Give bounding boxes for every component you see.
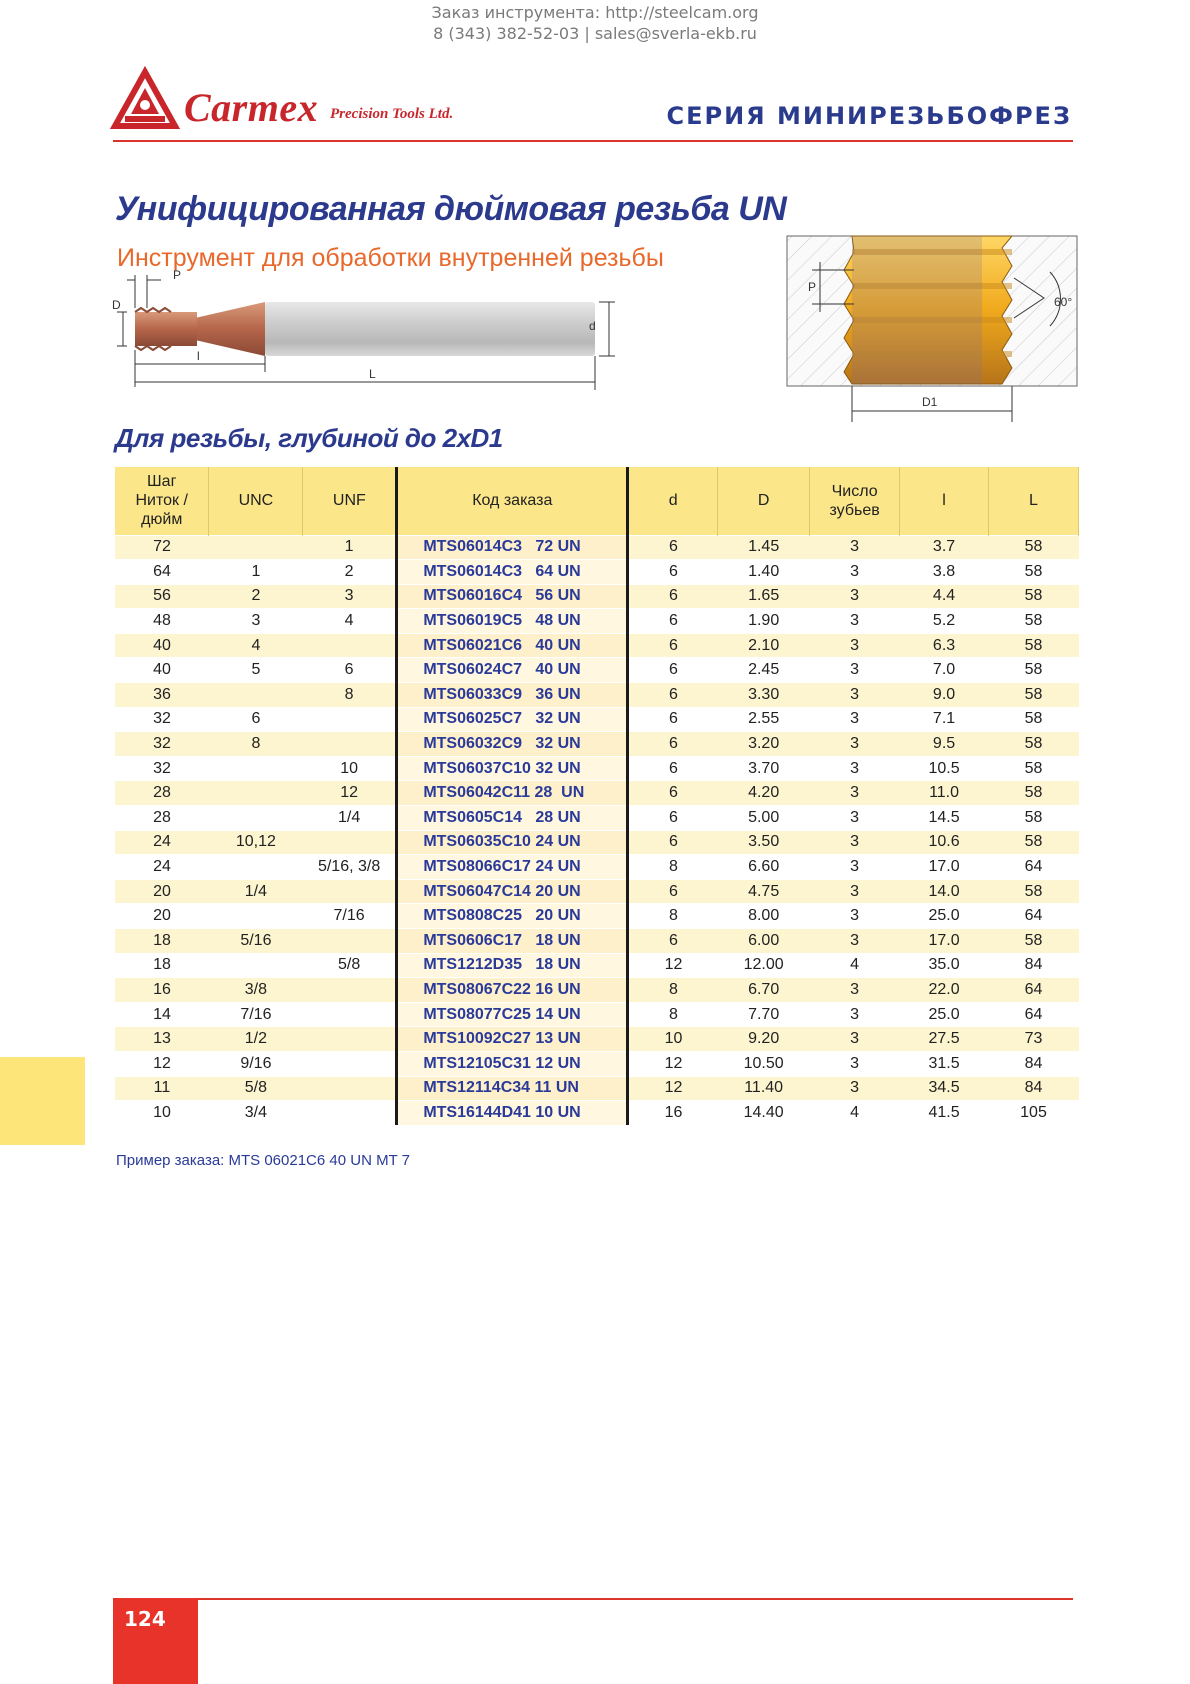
cell-length-L: 58: [989, 830, 1079, 855]
cell-shank-d: 6: [628, 658, 718, 683]
table-row: [115, 953, 1079, 978]
page-number: 124: [124, 1607, 166, 1631]
cell-unf: 5/16, 3/8: [303, 855, 397, 880]
cell-length-l: 22.0: [900, 978, 989, 1003]
page-title: Унифицированная дюймовая резьба UN: [115, 190, 787, 228]
cell-length-L: 105: [989, 1101, 1079, 1126]
cell-teeth: 3: [810, 732, 900, 757]
side-tab-marker: [0, 1057, 85, 1145]
series-title: СЕРИЯ МИНИРЕЗЬБОФРЕЗ: [666, 102, 1072, 130]
cell-cut-d: 3.50: [718, 830, 810, 855]
cell-teeth: 3: [810, 806, 900, 831]
label-d-cut: D: [112, 298, 121, 312]
table-header-row: [115, 467, 1079, 535]
cell-length-L: 64: [989, 904, 1079, 929]
contact-info: [0, 2, 1190, 44]
cell-thread-count: 20: [115, 879, 209, 904]
cell-length-L: 58: [989, 609, 1079, 634]
cell-length-L: 84: [989, 1076, 1079, 1101]
cell-teeth: 3: [810, 535, 900, 560]
cell-unc: 5: [209, 658, 303, 683]
cell-length-L: 64: [989, 855, 1079, 880]
cell-cut-d: 5.00: [718, 806, 810, 831]
cell-length-L: 58: [989, 732, 1079, 757]
depth-title: Для резьбы, глубиной до 2xD1: [115, 423, 503, 453]
cell-thread-count: 14: [115, 1002, 209, 1027]
page-subtitle: Инструмент для обработки внутренней резьбы: [117, 244, 664, 272]
cell-order-code: MTS06042C11 28 UN: [397, 781, 628, 806]
cell-unc: [209, 781, 303, 806]
cell-length-l: 6.3: [900, 633, 989, 658]
cell-unf: [303, 707, 397, 732]
cell-unc: 2: [209, 584, 303, 609]
cell-length-L: 84: [989, 1051, 1079, 1076]
cell-teeth: 3: [810, 707, 900, 732]
label-l: l: [197, 349, 200, 363]
cell-shank-d: 6: [628, 633, 718, 658]
cell-length-L: 58: [989, 560, 1079, 585]
cell-length-l: 25.0: [900, 1002, 989, 1027]
thread-count-header: Шаг Ниток / дюйм: [115, 467, 209, 535]
cell-teeth: 3: [810, 756, 900, 781]
cell-cut-d: 8.00: [718, 904, 810, 929]
cell-order-code: MTS06014C3 72 UN: [397, 535, 628, 560]
cell-order-code: MTS0808C25 20 UN: [397, 904, 628, 929]
thread-mill-drawing: [112, 268, 635, 392]
cell-teeth: 3: [810, 560, 900, 585]
table-row: [115, 855, 1079, 880]
cell-shank-d: 12: [628, 1076, 718, 1101]
cell-thread-count: 48: [115, 609, 209, 634]
cell-order-code: MTS08067C22 16 UN: [397, 978, 628, 1003]
cell-unf: 8: [303, 683, 397, 708]
cell-cut-d: 4.20: [718, 781, 810, 806]
cell-unc: [209, 806, 303, 831]
cell-order-code: MTS16144D41 10 UN: [397, 1101, 628, 1126]
cell-length-l: 4.4: [900, 584, 989, 609]
table-row: [115, 658, 1079, 683]
order-code-header: Код заказа: [397, 467, 628, 535]
cell-order-code: MTS0606C17 18 UN: [397, 929, 628, 954]
cell-unc: 3: [209, 609, 303, 634]
cell-order-code: MTS06024C7 40 UN: [397, 658, 628, 683]
cell-shank-d: 16: [628, 1101, 718, 1126]
cell-order-code: MTS06014C3 64 UN: [397, 560, 628, 585]
length-l-header: l: [900, 467, 989, 535]
cell-length-L: 58: [989, 929, 1079, 954]
cell-order-code: MTS06025C7 32 UN: [397, 707, 628, 732]
cell-cut-d: 2.55: [718, 707, 810, 732]
cell-unc: 4: [209, 633, 303, 658]
label-d-shank: d: [589, 319, 596, 333]
cell-length-l: 9.0: [900, 683, 989, 708]
table-row: [115, 756, 1079, 781]
cell-cut-d: 1.65: [718, 584, 810, 609]
contact-line-phone: 8 (343) 382-52-03 | sales@sverla-ekb.ru: [433, 24, 757, 43]
brand-name: Carmex: [184, 85, 319, 130]
cell-teeth: 3: [810, 1051, 900, 1076]
cell-unf: 1/4: [303, 806, 397, 831]
cell-unf: [303, 1027, 397, 1052]
cell-thread-count: 12: [115, 1051, 209, 1076]
cell-order-code: MTS06032C9 32 UN: [397, 732, 628, 757]
cell-unf: [303, 1002, 397, 1027]
cell-cut-d: 6.70: [718, 978, 810, 1003]
table-body: [115, 535, 1079, 1125]
table-row: [115, 830, 1079, 855]
profile-label-p: P: [808, 280, 817, 294]
cell-unc: [209, 855, 303, 880]
shank-d-header: d: [628, 467, 718, 535]
cell-unc: 1/4: [209, 879, 303, 904]
cell-length-l: 5.2: [900, 609, 989, 634]
cell-teeth: 3: [810, 1027, 900, 1052]
cell-thread-count: 11: [115, 1076, 209, 1101]
cell-length-L: 58: [989, 806, 1079, 831]
cell-unc: 5/8: [209, 1076, 303, 1101]
cell-shank-d: 6: [628, 732, 718, 757]
cell-order-code: MTS06033C9 36 UN: [397, 683, 628, 708]
unc-header: UNC: [209, 467, 303, 535]
cell-thread-count: 64: [115, 560, 209, 585]
cell-cut-d: 6.60: [718, 855, 810, 880]
cell-length-l: 27.5: [900, 1027, 989, 1052]
cell-unc: 1/2: [209, 1027, 303, 1052]
cell-unc: 3/8: [209, 978, 303, 1003]
cell-unc: [209, 535, 303, 560]
cell-thread-count: 13: [115, 1027, 209, 1052]
cell-order-code: MTS06021C6 40 UN: [397, 633, 628, 658]
cell-unf: [303, 633, 397, 658]
cell-order-code: MTS1212D35 18 UN: [397, 953, 628, 978]
cell-teeth: 3: [810, 1076, 900, 1101]
table-row: [115, 1051, 1079, 1076]
cell-thread-count: 18: [115, 929, 209, 954]
cut-d-header: D: [718, 467, 810, 535]
profile-label-d1: D1: [922, 395, 938, 409]
table-row: [115, 1002, 1079, 1027]
cell-length-l: 35.0: [900, 953, 989, 978]
cell-thread-count: 32: [115, 756, 209, 781]
cell-cut-d: 10.50: [718, 1051, 810, 1076]
cell-length-l: 34.5: [900, 1076, 989, 1101]
cell-length-L: 58: [989, 535, 1079, 560]
cell-unc: 5/16: [209, 929, 303, 954]
cell-unc: 9/16: [209, 1051, 303, 1076]
cell-unf: 12: [303, 781, 397, 806]
cell-thread-count: 36: [115, 683, 209, 708]
cell-teeth: 3: [810, 929, 900, 954]
cell-thread-count: 20: [115, 904, 209, 929]
cell-length-l: 14.0: [900, 879, 989, 904]
tool-head: [135, 312, 197, 346]
cell-shank-d: 6: [628, 707, 718, 732]
table-row: [115, 806, 1079, 831]
cell-unf: 4: [303, 609, 397, 634]
cell-unc: 10,12: [209, 830, 303, 855]
cell-unf: 1: [303, 535, 397, 560]
cell-thread-count: 10: [115, 1101, 209, 1126]
cell-unc: [209, 953, 303, 978]
cell-cut-d: 3.20: [718, 732, 810, 757]
cell-length-l: 10.5: [900, 756, 989, 781]
cell-cut-d: 3.70: [718, 756, 810, 781]
cell-order-code: MTS0605C14 28 UN: [397, 806, 628, 831]
cell-shank-d: 6: [628, 830, 718, 855]
cell-unc: 1: [209, 560, 303, 585]
cell-shank-d: 12: [628, 1051, 718, 1076]
cell-order-code: MTS08077C25 14 UN: [397, 1002, 628, 1027]
cell-thread-count: 72: [115, 535, 209, 560]
cell-cut-d: 11.40: [718, 1076, 810, 1101]
contact-line-order: Заказ инструмента: http://steelcam.org: [431, 3, 759, 22]
cell-cut-d: 7.70: [718, 1002, 810, 1027]
cell-length-L: 73: [989, 1027, 1079, 1052]
cell-unf: 5/8: [303, 953, 397, 978]
carmex-logo: [113, 70, 473, 132]
cell-shank-d: 12: [628, 953, 718, 978]
cell-order-code: MTS06016C4 56 UN: [397, 584, 628, 609]
cell-thread-count: 32: [115, 707, 209, 732]
cell-shank-d: 8: [628, 904, 718, 929]
cell-teeth: 3: [810, 584, 900, 609]
label-p: P: [173, 268, 182, 282]
cell-length-l: 3.7: [900, 535, 989, 560]
spec-table: [115, 467, 1079, 1125]
cell-thread-count: 16: [115, 978, 209, 1003]
table-row: [115, 904, 1079, 929]
table-row: [115, 781, 1079, 806]
cell-order-code: MTS12105C31 12 UN: [397, 1051, 628, 1076]
cell-shank-d: 6: [628, 756, 718, 781]
cell-length-L: 58: [989, 683, 1079, 708]
profile-label-angle: 60°: [1054, 295, 1073, 309]
cell-teeth: 3: [810, 904, 900, 929]
cell-teeth: 3: [810, 683, 900, 708]
cell-thread-count: 32: [115, 732, 209, 757]
cell-cut-d: 2.10: [718, 633, 810, 658]
cell-unf: 2: [303, 560, 397, 585]
cell-length-L: 58: [989, 707, 1079, 732]
cell-shank-d: 8: [628, 978, 718, 1003]
cell-thread-count: 24: [115, 855, 209, 880]
cell-cut-d: 14.40: [718, 1101, 810, 1126]
cell-shank-d: 8: [628, 1002, 718, 1027]
cell-teeth: 3: [810, 879, 900, 904]
cell-teeth: 3: [810, 658, 900, 683]
cell-cut-d: 1.45: [718, 535, 810, 560]
cell-length-l: 25.0: [900, 904, 989, 929]
table-row: [115, 560, 1079, 585]
cell-unc: [209, 683, 303, 708]
cell-length-l: 41.5: [900, 1101, 989, 1126]
brand-subtitle: Precision Tools Ltd.: [330, 106, 454, 122]
cell-teeth: 3: [810, 781, 900, 806]
cell-length-l: 7.0: [900, 658, 989, 683]
cell-thread-count: 40: [115, 658, 209, 683]
cell-cut-d: 2.45: [718, 658, 810, 683]
table-row: [115, 1027, 1079, 1052]
table-row: [115, 1076, 1079, 1101]
footer-divider: [113, 1598, 1073, 1600]
table-row: [115, 978, 1079, 1003]
cell-shank-d: 6: [628, 806, 718, 831]
cell-unf: [303, 978, 397, 1003]
label-L: L: [369, 367, 376, 381]
cell-unf: [303, 929, 397, 954]
thread-profile-drawing: [782, 226, 1082, 426]
cell-order-code: MTS06035C10 24 UN: [397, 830, 628, 855]
cell-unf: [303, 732, 397, 757]
cell-shank-d: 6: [628, 929, 718, 954]
cell-length-L: 58: [989, 781, 1079, 806]
cell-order-code: MTS06047C14 20 UN: [397, 879, 628, 904]
cell-cut-d: 12.00: [718, 953, 810, 978]
cell-order-code: MTS12114C34 11 UN: [397, 1076, 628, 1101]
table-row: [115, 732, 1079, 757]
cell-length-L: 64: [989, 978, 1079, 1003]
tool-neck: [195, 302, 265, 356]
cell-teeth: 3: [810, 978, 900, 1003]
cell-length-l: 11.0: [900, 781, 989, 806]
cell-teeth: 3: [810, 1002, 900, 1027]
cell-shank-d: 6: [628, 535, 718, 560]
cell-shank-d: 6: [628, 560, 718, 585]
table-row: [115, 609, 1079, 634]
cell-cut-d: 1.90: [718, 609, 810, 634]
cell-length-L: 58: [989, 879, 1079, 904]
cell-unf: 3: [303, 584, 397, 609]
cell-length-L: 58: [989, 756, 1079, 781]
table-row: [115, 929, 1079, 954]
cell-thread-count: 28: [115, 806, 209, 831]
table-row: [115, 535, 1079, 560]
cell-unc: 7/16: [209, 1002, 303, 1027]
cell-unf: [303, 1076, 397, 1101]
cell-unf: [303, 830, 397, 855]
cell-length-L: 58: [989, 584, 1079, 609]
cell-thread-count: 40: [115, 633, 209, 658]
table-row: [115, 1101, 1079, 1126]
cell-length-l: 14.5: [900, 806, 989, 831]
table-row: [115, 879, 1079, 904]
cell-order-code: MTS08066C17 24 UN: [397, 855, 628, 880]
cell-unc: [209, 904, 303, 929]
cell-shank-d: 6: [628, 781, 718, 806]
cell-teeth: 4: [810, 953, 900, 978]
cell-length-l: 3.8: [900, 560, 989, 585]
cell-length-l: 17.0: [900, 855, 989, 880]
cell-order-code: MTS06019C5 48 UN: [397, 609, 628, 634]
cell-unc: [209, 756, 303, 781]
cell-length-L: 58: [989, 633, 1079, 658]
cell-thread-count: 18: [115, 953, 209, 978]
cell-unf: [303, 879, 397, 904]
cell-length-l: 10.6: [900, 830, 989, 855]
cell-teeth: 3: [810, 830, 900, 855]
cell-teeth: 3: [810, 633, 900, 658]
cell-order-code: MTS10092C27 13 UN: [397, 1027, 628, 1052]
tool-shank: [265, 302, 595, 356]
order-example: Пример заказа: MTS 06021C6 40 UN MT 7: [116, 1152, 410, 1169]
cell-length-l: 7.1: [900, 707, 989, 732]
cell-length-l: 9.5: [900, 732, 989, 757]
table-row: [115, 633, 1079, 658]
cell-teeth: 3: [810, 609, 900, 634]
header-divider: [113, 140, 1073, 142]
cell-teeth: 4: [810, 1101, 900, 1126]
cell-shank-d: 10: [628, 1027, 718, 1052]
cell-shank-d: 6: [628, 879, 718, 904]
cell-thread-count: 24: [115, 830, 209, 855]
table-row: [115, 683, 1079, 708]
table-row: [115, 707, 1079, 732]
unf-header: UNF: [303, 467, 397, 535]
cell-unc: 8: [209, 732, 303, 757]
cell-cut-d: 4.75: [718, 879, 810, 904]
cell-teeth: 3: [810, 855, 900, 880]
cell-cut-d: 6.00: [718, 929, 810, 954]
cell-unf: [303, 1051, 397, 1076]
cell-unf: [303, 1101, 397, 1126]
cell-thread-count: 28: [115, 781, 209, 806]
carmex-emblem-icon: [113, 70, 177, 132]
cell-length-l: 17.0: [900, 929, 989, 954]
table-row: [115, 584, 1079, 609]
cell-cut-d: 3.30: [718, 683, 810, 708]
cell-cut-d: 9.20: [718, 1027, 810, 1052]
cell-length-L: 58: [989, 658, 1079, 683]
cell-unf: 7/16: [303, 904, 397, 929]
cell-length-l: 31.5: [900, 1051, 989, 1076]
cell-thread-count: 56: [115, 584, 209, 609]
cell-length-L: 84: [989, 953, 1079, 978]
cell-unc: 3/4: [209, 1101, 303, 1126]
length-L-header: L: [989, 467, 1079, 535]
teeth-header: Число зубьев: [810, 467, 900, 535]
cell-shank-d: 6: [628, 683, 718, 708]
cell-unf: 6: [303, 658, 397, 683]
cell-shank-d: 6: [628, 609, 718, 634]
cell-cut-d: 1.40: [718, 560, 810, 585]
cell-unc: 6: [209, 707, 303, 732]
cell-order-code: MTS06037C10 32 UN: [397, 756, 628, 781]
cell-unf: 10: [303, 756, 397, 781]
cell-shank-d: 6: [628, 584, 718, 609]
cell-length-L: 64: [989, 1002, 1079, 1027]
cell-shank-d: 8: [628, 855, 718, 880]
